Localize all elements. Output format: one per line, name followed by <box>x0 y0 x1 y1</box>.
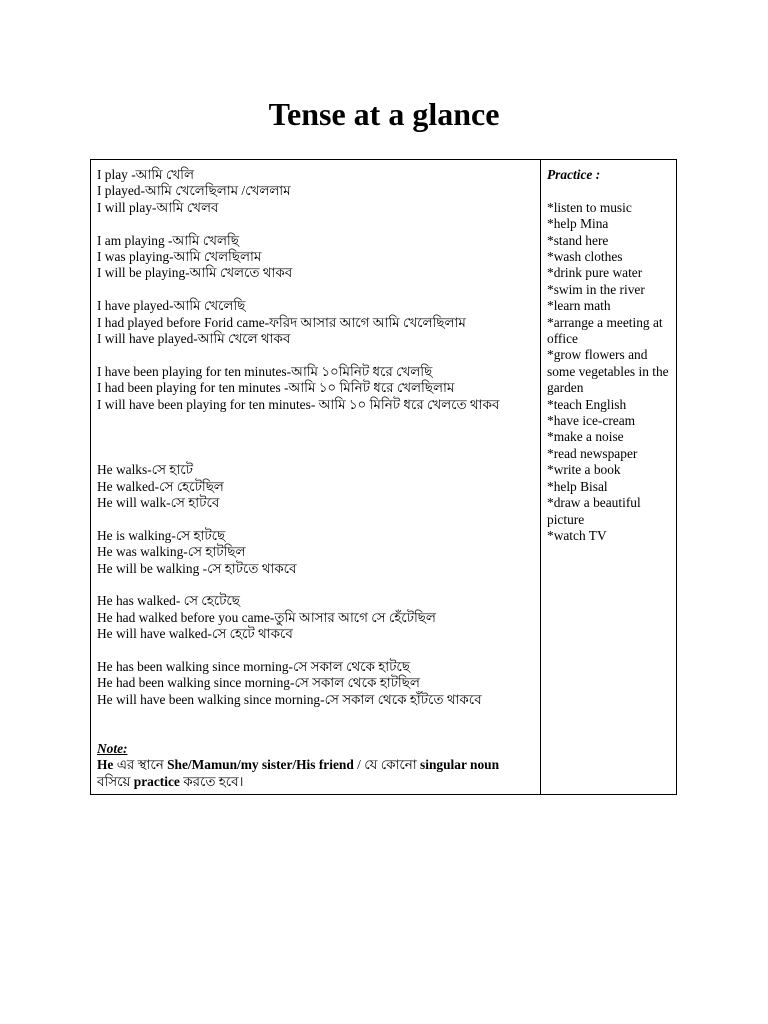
practice-item: *help Bisal <box>547 478 608 494</box>
group-first-person-perfect <box>97 298 540 347</box>
practice-item: *draw a beautiful picture <box>547 495 641 527</box>
example-line: I will play-আমি খেলব <box>97 199 219 215</box>
tense-table <box>90 159 677 795</box>
note-text-part: করতে হবে। <box>179 773 244 789</box>
example-line: He walks-সে হাটে <box>97 462 193 478</box>
example-line: He had been walking since morning-সে সকাল থেকে হাটছিল <box>97 675 420 691</box>
group-third-person-simple <box>97 462 540 511</box>
note-he: He <box>97 757 114 773</box>
practice-item: *learn math <box>547 298 611 314</box>
practice-item: *teach English <box>547 396 627 412</box>
group-first-person-continuous <box>97 233 540 282</box>
example-line: He had walked before you came-তুমি আসার আগে সে হেঁটেছিল <box>97 609 436 625</box>
practice-item: *grow flowers and some vegetables in the garden <box>547 347 669 396</box>
group-third-person-perfect-continuous <box>97 659 540 708</box>
note-text-part: এর স্থানে <box>113 757 168 773</box>
example-line: I had played before Forid came-ফরিদ আসার আগে আমি খেলেছিলাম <box>97 314 466 330</box>
example-line: I will have been playing for ten minutes- আমি ১০ মিনিট ধরে খেলতে থাকব <box>97 396 500 412</box>
page-title: Tense at a glance <box>268 96 500 132</box>
group-first-person-perfect-continuous <box>97 364 540 413</box>
practice-column <box>541 160 676 794</box>
note-singular-noun: singular noun <box>420 757 500 773</box>
practice-item: *watch TV <box>547 527 607 543</box>
group-first-person-simple <box>97 167 540 216</box>
example-line: I play -আমি খেলি <box>97 167 194 182</box>
example-line: I was playing-আমি খেলছিলাম <box>97 249 262 265</box>
example-line: I am playing -আমি খেলছি <box>97 232 239 248</box>
practice-item: *stand here <box>547 232 609 248</box>
example-line: I have been playing for ten minutes-আমি ১০মিনিট ধরে খেলছি <box>97 363 433 379</box>
practice-item: *read newspaper <box>547 445 638 461</box>
note-text <box>97 757 540 790</box>
practice-item: *arrange a meeting at office <box>547 314 663 347</box>
note-subjects: She/Mamun/my sister/His friend <box>167 757 354 773</box>
example-line: He will have walked-সে হেটে থাকবে <box>97 626 293 642</box>
practice-item: *listen to music <box>547 199 632 215</box>
practice-item: *wash clothes <box>547 249 623 265</box>
example-line: He will have been walking since morning-সে সকাল থেকে হাঁটতে থাকবে <box>97 691 482 707</box>
note-section <box>97 741 540 790</box>
note-label: Note: <box>97 741 128 757</box>
practice-item: *help Mina <box>547 216 609 232</box>
practice-item: *have ice-cream <box>547 413 636 429</box>
example-line: He has been walking since morning-সে সকাল থেকে হাটছে <box>97 659 410 675</box>
practice-item: *swim in the river <box>547 281 645 297</box>
example-line: He has walked- সে হেটেছে <box>97 593 240 609</box>
example-line: He is walking-সে হাটছে <box>97 527 226 543</box>
example-line: He walked-সে হেটেছিল <box>97 478 224 494</box>
example-line: I had been playing for ten minutes -আমি ১০ মিনিট ধরে খেলছিলাম <box>97 380 455 396</box>
example-line: He will walk-সে হাটবে <box>97 495 220 511</box>
tense-examples-column <box>91 160 541 794</box>
example-line: He was walking-সে হাটছিল <box>97 544 246 560</box>
example-line: I have played-আমি খেলেছি <box>97 298 246 314</box>
note-text-part: বসিয়ে <box>97 773 134 789</box>
example-line: I played-আমি খেলেছিলাম /খেললাম <box>97 183 291 199</box>
note-practice: practice <box>133 773 180 789</box>
practice-item: *drink pure water <box>547 265 643 281</box>
group-third-person-continuous <box>97 528 540 577</box>
group-third-person-perfect <box>97 593 540 642</box>
note-text-part: / যে কোনো <box>353 757 421 773</box>
example-line: He will be walking -সে হাটতে থাকবে <box>97 560 297 576</box>
practice-item: *write a book <box>547 462 621 478</box>
practice-item: *make a noise <box>547 429 624 445</box>
example-line: I will have played-আমি খেলে থাকব <box>97 331 291 347</box>
example-line: I will be playing-আমি খেলতে থাকব <box>97 265 293 281</box>
practice-title: Practice : <box>547 167 601 182</box>
